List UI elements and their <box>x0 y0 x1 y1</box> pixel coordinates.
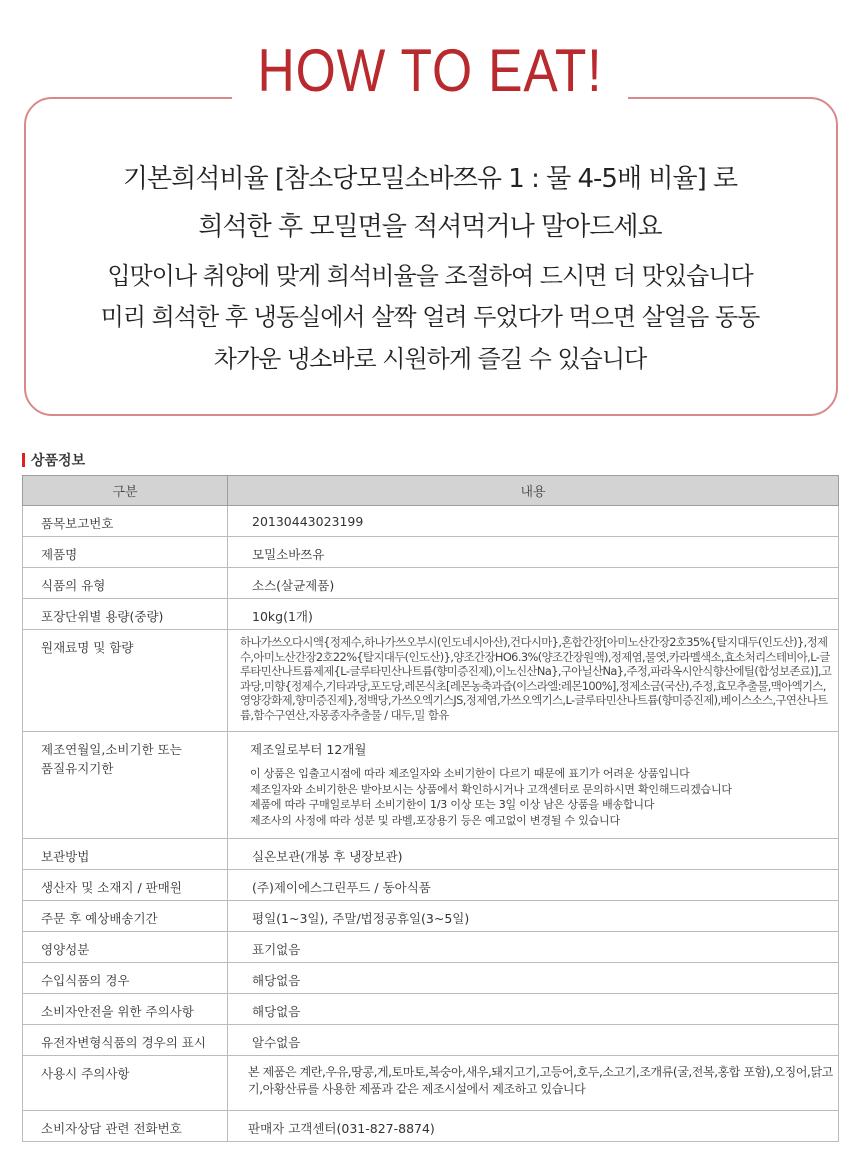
shelf-life-main: 제조일로부터 12개월 <box>250 742 367 757</box>
table-row <box>23 870 839 901</box>
row-label: 소비자상담 관련 전화번호 <box>23 1111 228 1142</box>
row-value: (주)제이에스그린푸드 / 동아식품 <box>228 870 839 901</box>
row-value: 알수없음 <box>228 1025 839 1056</box>
row-value: 표기없음 <box>228 932 839 963</box>
row-label: 영양성분 <box>23 932 228 963</box>
row-label: 포장단위별 용량(중량) <box>23 599 228 630</box>
how-to-eat-line-2: 희석한 후 모밀면을 적셔먹거나 말아드세요 <box>198 212 662 242</box>
table-row <box>23 963 839 994</box>
table-row <box>23 839 839 870</box>
table-row <box>23 599 839 630</box>
row-value: 실온보관(개봉 후 냉장보관) <box>228 839 839 870</box>
table-row <box>23 506 839 537</box>
row-value: 모밀소바쯔유 <box>228 537 839 568</box>
row-label: 원재료명 및 함량 <box>23 630 228 732</box>
caution-value: 본 제품은 계란,우유,땅콩,게,토마토,복숭아,새우,돼지고기,고등어,호두,소고기,조개류(굴,전복,홍합 포함),오징어,닭고기,아황산류를 사용한 제품과 같은 제조시설에서 제조하고 있습니다 <box>228 1056 839 1111</box>
table-row <box>23 1056 839 1111</box>
row-label: 품목보고번호 <box>23 506 228 537</box>
row-label: 생산자 및 소재지 / 판매원 <box>23 870 228 901</box>
ingredients-value: 하나가쓰오다시액{정제수,하나가쓰오부시(인도네시아산),건다시마},혼합간장[아미노산간장2호35%{탈지대두(인도산)},정제수,아미노산간장2호22%{탈지대두(인도산)},양조간장HO6.3%(양조간장원액),정제염,물엿,카라멜색소,효소처리스테비아,L-글루타민산나트륨제제{L-글루타민산나트륨(향미증진제),이노신산Na},구아닐산Na},주정,파라옥시안식향산에틸(합성보존료)],고과당,미향{정제수,기타과당,포도당,레몬식초[레몬농축과즙(이스라엘:레몬100%],정제소금(국산),주정,효모추출물,맥아엑기스,영양강화제,향미증진제},정백당,가쓰오엑기스JS,정제염,가쓰오엑기스,L-글루타민산나트륨(향미증진제),베이스소스,구연산나트륨,함수구연산,자몽종자추출물 / 대두,밀 함유 <box>228 630 839 732</box>
shelf-life-note: 제조사의 사정에 따라 성분 및 라벨,포장용기 등은 예고없이 변경될 수 있습니다 <box>250 813 620 827</box>
shelf-life-value <box>228 732 839 839</box>
table-row <box>23 994 839 1025</box>
section-title-text: 상품정보 <box>31 453 86 469</box>
shelf-life-note: 제조일자와 소비기한은 받아보시는 상품에서 확인하시거나 고객센터로 문의하시면 확인해드리겠습니다 <box>250 782 732 796</box>
table-row <box>23 901 839 932</box>
how-to-eat-line-5: 차가운 냉소바로 시원하게 즐길 수 있습니다 <box>213 345 647 373</box>
table-row <box>23 630 839 732</box>
row-label: 사용시 주의사항 <box>23 1056 228 1111</box>
row-value: 판매자 고객센터(031-827-8874) <box>228 1111 839 1142</box>
row-label: 소비자안전을 위한 주의사항 <box>23 994 228 1025</box>
shelf-life-note: 제품에 따라 구매일로부터 소비기한이 1/3 이상 또는 3일 이상 남은 상품을 배송합니다 <box>250 798 655 811</box>
product-info-table <box>22 475 839 1142</box>
row-label: 주문 후 예상배송기간 <box>23 901 228 932</box>
header-content: 내용 <box>228 476 839 506</box>
row-value: 20130443023199 <box>228 506 839 537</box>
how-to-eat-line-1: 기본희석비율 [참소당모밀소바쯔유 1 : 물 4-5배 비율] 로 <box>122 164 738 194</box>
table-row <box>23 1111 839 1142</box>
how-to-eat-line-3: 입맛이나 취양에 맞게 희석비율을 조절하여 드시면 더 맛있습니다 <box>107 262 753 290</box>
row-value: 해당없음 <box>228 994 839 1025</box>
table-header-row <box>23 476 839 506</box>
row-value: 10kg(1개) <box>228 599 839 630</box>
section-title <box>22 450 85 470</box>
row-label: 식품의 유형 <box>23 568 228 599</box>
row-label: 제품명 <box>23 537 228 568</box>
how-to-eat-line-4: 미리 희석한 후 냉동실에서 살짝 얼려 두었다가 먹으면 살얼음 동동 <box>100 303 760 331</box>
table-row <box>23 932 839 963</box>
how-to-eat-title: HOW TO EAT! <box>257 37 603 104</box>
row-value: 해당없음 <box>228 963 839 994</box>
row-label: 유전자변형식품의 경우의 표시 <box>23 1025 228 1056</box>
shelf-life-note: 이 상품은 입출고시점에 따라 제조일자와 소비기한이 다르기 때문에 표기가 어려운 상품입니다 <box>250 767 690 780</box>
header-category: 구분 <box>23 476 228 506</box>
table-row <box>23 568 839 599</box>
table-row <box>23 732 839 839</box>
row-label: 보관방법 <box>23 839 228 870</box>
table-row <box>23 537 839 568</box>
row-value: 소스(살균제품) <box>228 568 839 599</box>
section-marker-icon <box>22 453 25 467</box>
row-label: 수입식품의 경우 <box>23 963 228 994</box>
table-row <box>23 1025 839 1056</box>
row-value: 평일(1~3일), 주말/법정공휴일(3~5일) <box>228 901 839 932</box>
row-label: 제조연월일,소비기한 또는 품질유지기한 <box>23 732 228 839</box>
